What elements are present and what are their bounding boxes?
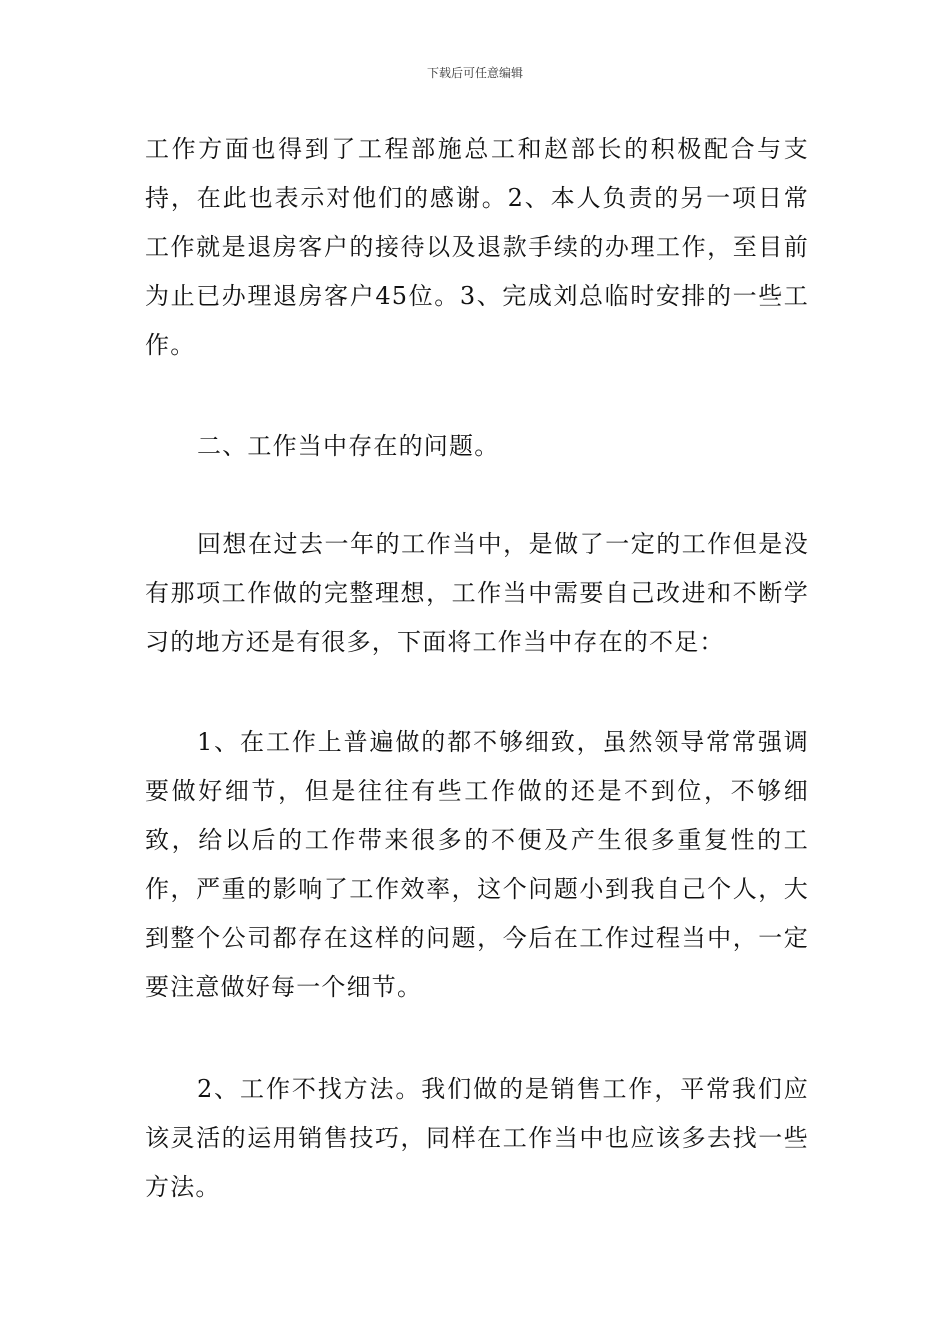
paragraph-reflection: 回想在过去一年的工作当中，是做了一定的工作但是没有那项工作做的完整理想，工作当中需要自己改进和不断学习的地方还是有很多，下面将工作当中存在的不足： <box>145 530 809 656</box>
paragraph-work-summary: 工作方面也得到了工程部施总工和赵部长的积极配合与支持，在此也表示对他们的感谢。2、本人负责的另一项日常工作就是退房客户的接待以及退款手续的办理工作，至目前为止已办理退房客户45位。3、完成刘总临时安排的一些工作。 <box>145 135 809 359</box>
paragraph-issue-2: 2、工作不找方法。我们做的是销售工作，平常我们应该灵活的运用销售技巧，同样在工作当中也应该多去找一些方法。 <box>145 1075 809 1201</box>
section-heading-problems: 二、工作当中存在的问题。 <box>197 432 500 460</box>
paragraph-issue-1: 1、在工作上普遍做的都不够细致，虽然领导常常强调要做好细节，但是往往有些工作做的还是不到位，不够细致，给以后的工作带来很多的不便及产生很多重复性的工作，严重的影响了工作效率，这个问题小到我自己个人，大到整个公司都存在这样的问题，今后在工作过程当中，一定要注意做好每一个细节。 <box>145 728 809 1001</box>
page-header: 下载后可任意编辑 <box>426 66 523 80</box>
